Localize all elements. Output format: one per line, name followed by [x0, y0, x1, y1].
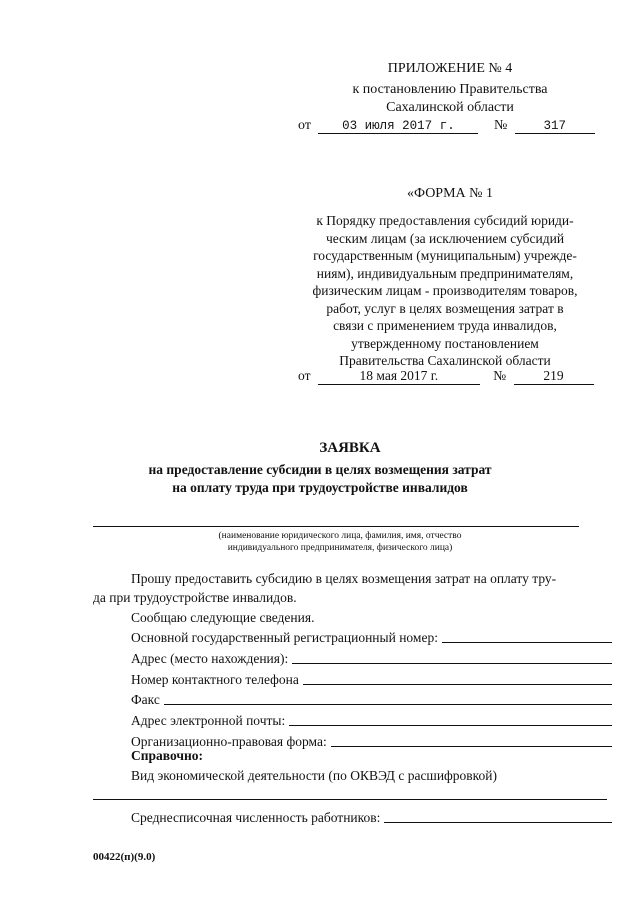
application-title: ЗАЯВКА	[319, 440, 381, 456]
phone-field[interactable]	[131, 668, 612, 688]
email-field[interactable]	[131, 709, 612, 729]
form-title: «ФОРМА № 1	[406, 186, 494, 201]
staff-input-line[interactable]	[384, 822, 612, 823]
form-line: ческим лицам (за исключением субсидий	[325, 230, 565, 246]
request-paragraph: Прошу предоставить субсидию в целях возмещения затрат на оплату тру-	[131, 571, 557, 586]
staff-field[interactable]	[131, 806, 612, 826]
applicant-name-line[interactable]	[93, 526, 579, 527]
appendix-date: 03 июля 2017 г.	[318, 119, 478, 134]
appendix-date-row	[298, 118, 595, 134]
activity-label: Вид экономической деятельности (по ОКВЭД с расшифровкой)	[131, 768, 498, 783]
form-line: ниям), индивидуальным предпринимателям,	[316, 265, 574, 281]
form-date-row	[298, 368, 594, 385]
ogrn-input-line[interactable]	[442, 642, 612, 643]
appendix-title: ПРИЛОЖЕНИЕ № 4	[387, 61, 513, 76]
form-from-label: от	[298, 368, 311, 383]
staff-label: Среднесписочная численность работников:	[131, 810, 381, 825]
form-number: 219	[514, 368, 594, 385]
fax-input-line[interactable]	[164, 704, 612, 705]
caption-line: (наименование юридического лица, фамилия, имя, отчество	[218, 531, 462, 541]
form-line: к Порядку предоставления субсидий юриди-	[316, 213, 574, 228]
request-paragraph-cont: да при трудоустройстве инвалидов.	[93, 590, 297, 605]
reference-title: Справочно:	[131, 748, 204, 763]
ogrn-label: Основной государственный регистрационный номер:	[131, 630, 438, 645]
form-line: Правительства Сахалинской области	[339, 353, 551, 368]
form-line: физическим лицам - производителям товаров,	[312, 283, 578, 298]
form-line: утвержденному постановлением	[351, 335, 539, 351]
legal-form-label: Организационно-правовая форма:	[131, 734, 327, 749]
form-description	[290, 212, 600, 370]
form-line: связи с применением труда инвалидов,	[333, 318, 557, 333]
phone-label: Номер контактного телефона	[131, 672, 299, 687]
info-line: Сообщаю следующие сведения.	[131, 610, 315, 625]
caption-line: индивидуального предпринимателя, физического лица)	[227, 543, 453, 553]
address-field[interactable]	[131, 647, 612, 667]
legal-form-field[interactable]	[131, 730, 612, 750]
appendix-number: 317	[515, 119, 595, 134]
phone-input-line[interactable]	[303, 684, 612, 685]
appendix-line2: Сахалинской области	[386, 100, 514, 115]
email-label: Адрес электронной почты:	[131, 713, 286, 728]
form-line: государственным (муниципальным) учрежде-	[313, 248, 577, 263]
form-date: 18 мая 2017 г.	[318, 368, 480, 385]
activity-input-line[interactable]	[93, 799, 607, 800]
footer-code: 00422(п)(9.0)	[93, 851, 156, 863]
appendix-from-label: от	[298, 118, 311, 133]
form-line: работ, услуг в целях возмещения затрат в	[326, 300, 564, 316]
appendix-line1: к постановлению Правительства	[352, 82, 548, 97]
application-subtitle1: на предоставление субсидии в целях возмещения затрат	[148, 462, 492, 477]
appendix-num-label: №	[493, 118, 508, 133]
address-label: Адрес (место нахождения):	[131, 651, 289, 666]
legal-form-input-line[interactable]	[331, 746, 612, 747]
fax-label: Факс	[131, 692, 160, 707]
applicant-caption	[130, 530, 550, 554]
address-input-line[interactable]	[292, 663, 612, 664]
email-input-line[interactable]	[289, 725, 612, 726]
application-subtitle2: на оплату труда при трудоустройстве инвалидов	[172, 480, 468, 495]
form-num-label: №	[493, 368, 507, 383]
ogrn-field[interactable]	[131, 626, 612, 646]
fax-field[interactable]	[131, 688, 612, 708]
